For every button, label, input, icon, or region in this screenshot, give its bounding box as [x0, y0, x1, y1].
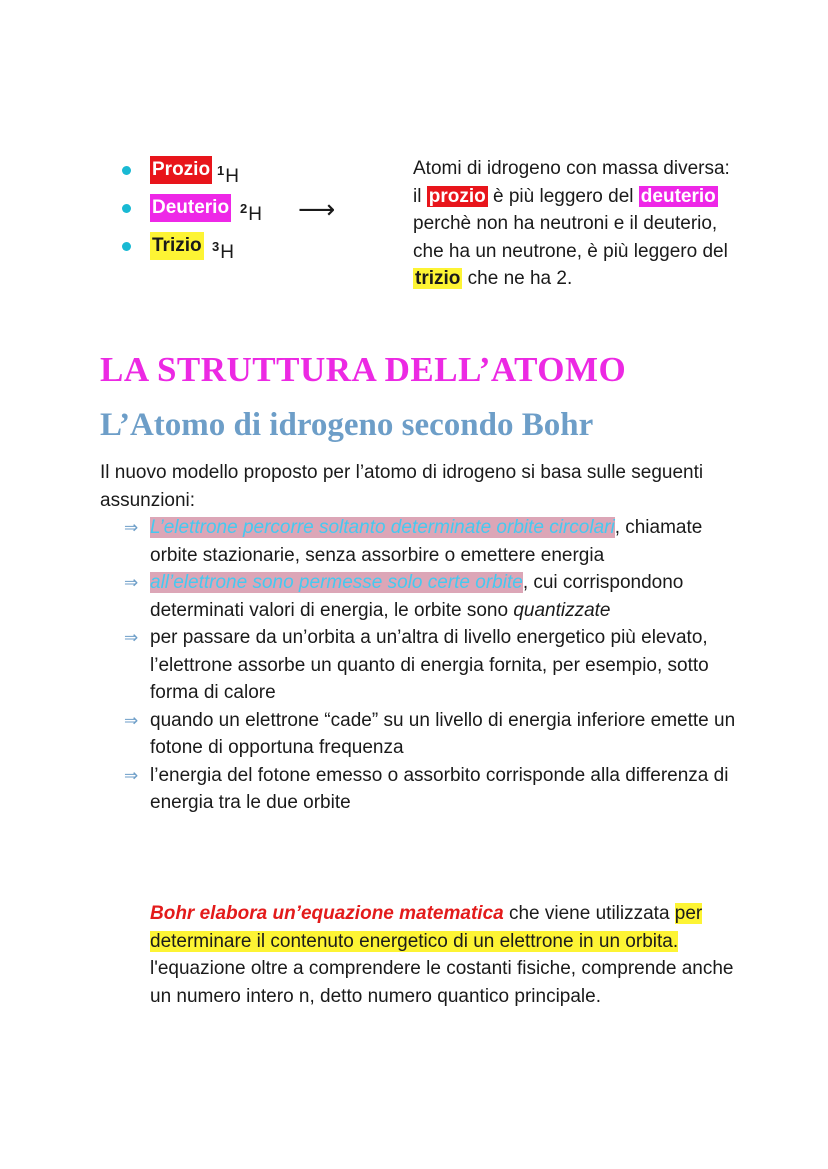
highlight-trizio: trizio: [415, 268, 461, 289]
section-heading: L’Atomo di idrogeno secondo Bohr: [100, 407, 594, 443]
list-item: ⇒ per passare da un’orbita a un’altra di livello energetico più elevato, l’elettrone assorbe un quanto di energia fornita, per esempio, sotto forma di calore: [124, 624, 744, 707]
list-item: ⇒ all’elettrone sono permesse solo certe orbite, cui corrispondono determinati valori di energia, le orbite sono quantizzate: [124, 569, 744, 624]
list-item: ⇒ quando un elettrone “cade” su un livello di energia inferiore emette un fotone di opportuna frequenza: [124, 707, 744, 762]
bullet-icon: [122, 242, 131, 251]
assumptions-list: [124, 514, 744, 817]
highlight-text: per determinare il contenuto energetico di un elettrone in un orbita.: [150, 903, 703, 952]
double-arrow-icon: ⇒: [124, 710, 139, 730]
emphasis-text: Bohr elabora un’equazione matematica: [150, 903, 504, 924]
highlight-deuterio: deuterio: [640, 185, 716, 207]
isotope-name-prozio: Prozio: [150, 156, 212, 184]
list-item: ⇒ l’energia del fotone emesso o assorbito corrisponde alla differenza di energia tra le due orbite: [124, 762, 744, 817]
highlight-prozio: prozio: [428, 185, 486, 207]
isotope-symbol: $^2$H: [240, 201, 262, 225]
isotope-name-trizio: Trizio: [150, 232, 204, 260]
double-arrow-icon: ⇒: [124, 628, 139, 647]
double-arrow-icon: ⇒: [124, 765, 139, 785]
highlight-text: L’elettrone percorre soltanto determinate orbite circolari: [150, 517, 615, 538]
isotope-note: Atomi di idrogeno con massa diversa: il prozio è più leggero del deuterio perchè non ha neutroni e il deuterio, che ha un neutrone, è più leggero del trizio che ne ha 2.: [413, 158, 730, 289]
right-arrow-icon: ⟶: [298, 194, 336, 224]
intro-paragraph: Il nuovo modello proposto per l’atomo di idrogeno si basa sulle seguenti assunzioni:: [100, 462, 704, 511]
bullet-icon: [122, 166, 131, 175]
highlight-text: all’elettrone sono permesse solo certe orbite: [150, 572, 523, 593]
isotope-symbol: $^3$H: [212, 239, 234, 263]
list-item: ⇒ L’elettrone percorre soltanto determinate orbite circolari, chiamate orbite stazionarie, senza assorbire o emettere energia: [124, 514, 744, 569]
isotope-symbol: $^1$H: [217, 163, 239, 187]
double-arrow-icon: ⇒: [124, 573, 139, 592]
page-title: LA STRUTTURA DELL’ATOMO: [100, 350, 627, 389]
isotope-name-deuterio: Deuterio: [150, 194, 231, 222]
double-arrow-icon: ⇒: [124, 518, 139, 537]
bullet-icon: [122, 204, 131, 213]
conclusion-paragraph: Bohr elabora un’equazione matematica che viene utilizzata per determinare il contenuto energetico di un elettrone in un orbita. l'equazione oltre a comprendere le costanti fisiche, comprende anche un numero intero n, detto numero quantico principale.: [150, 903, 734, 1007]
